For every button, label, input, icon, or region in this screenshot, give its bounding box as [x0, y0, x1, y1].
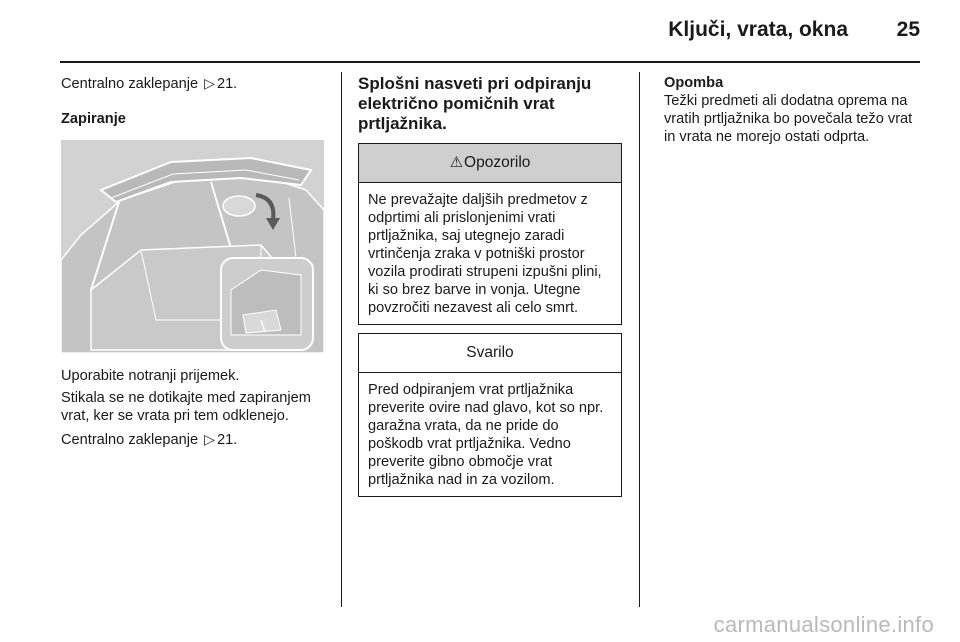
tailgate-illustration: [61, 140, 324, 353]
intro-text: Centralno zaklepanje: [61, 76, 199, 92]
tailgate-illustration-svg: [61, 140, 324, 353]
header-divider: [60, 61, 920, 63]
column-right: [664, 74, 926, 146]
subheading-closing: Zapiranje: [61, 111, 126, 127]
warning-body: Ne prevažajte daljših predmetov z odprtimi ali prislonjenimi vrati prtljažnika, saj utegnejo zaradi vrtinčenja zraka v potniški prostor vozila prodirati strupeni izpušni plini, ki so brez barve in vonja. Utegne povzročiti nezavest ali celo smrt.: [368, 192, 602, 316]
column-left: [61, 74, 327, 449]
arrow-reference-icon: ▷: [204, 431, 215, 447]
intro-page-ref[interactable]: 21.: [216, 76, 238, 92]
cross-reference-intro: [61, 74, 327, 93]
paragraph-use-handle: Uporabite notranji prijemek.: [61, 368, 240, 384]
arrow-reference-icon: ▷: [204, 75, 215, 91]
warning-box-header: [359, 144, 621, 183]
page-number: 25: [896, 18, 920, 41]
column-middle: [358, 74, 622, 497]
caution-body: Pred odpiranjem vrat prtljažnika preverite ovire nad glavo, kot so npr. garažna vrata, da ne pride do poškodb vrat prtljažnika. Vedno preverite gibno območje vrat prtljažnika nad in za vozilom.: [368, 382, 604, 488]
warning-triangle-icon: ⚠: [449, 154, 464, 171]
column-divider-right: [639, 72, 640, 607]
warning-box: [358, 143, 622, 325]
watermark-text: carmanualsonline.info: [713, 612, 934, 637]
caution-title: Svarilo: [466, 344, 514, 361]
chapter-title: Ključi, vrata, okna: [668, 18, 848, 41]
cross-reference-outro: [61, 430, 327, 449]
page-header: [0, 0, 960, 62]
section-heading: Splošni nasveti pri odpiranju električno pomičnih vrat prtljažnika.: [358, 74, 592, 133]
paragraph-switch-warning: Stikala se ne dotikajte med zapiranjem vrat, ker se vrata pri tem odklenejo.: [61, 390, 311, 424]
outro-text: Centralno zaklepanje: [61, 432, 199, 448]
warning-title: Opozorilo: [464, 154, 531, 171]
caution-box-header: [359, 334, 621, 373]
column-divider-left: [341, 72, 342, 607]
caution-box: [358, 333, 622, 497]
outro-page-ref[interactable]: 21.: [216, 432, 238, 448]
note-title: Opomba: [664, 75, 724, 91]
note-body: Težki predmeti ali dodatna oprema na vratih prtljažnika bo povečala težo vrat in vrata ne morejo ostati odprta.: [664, 93, 913, 145]
